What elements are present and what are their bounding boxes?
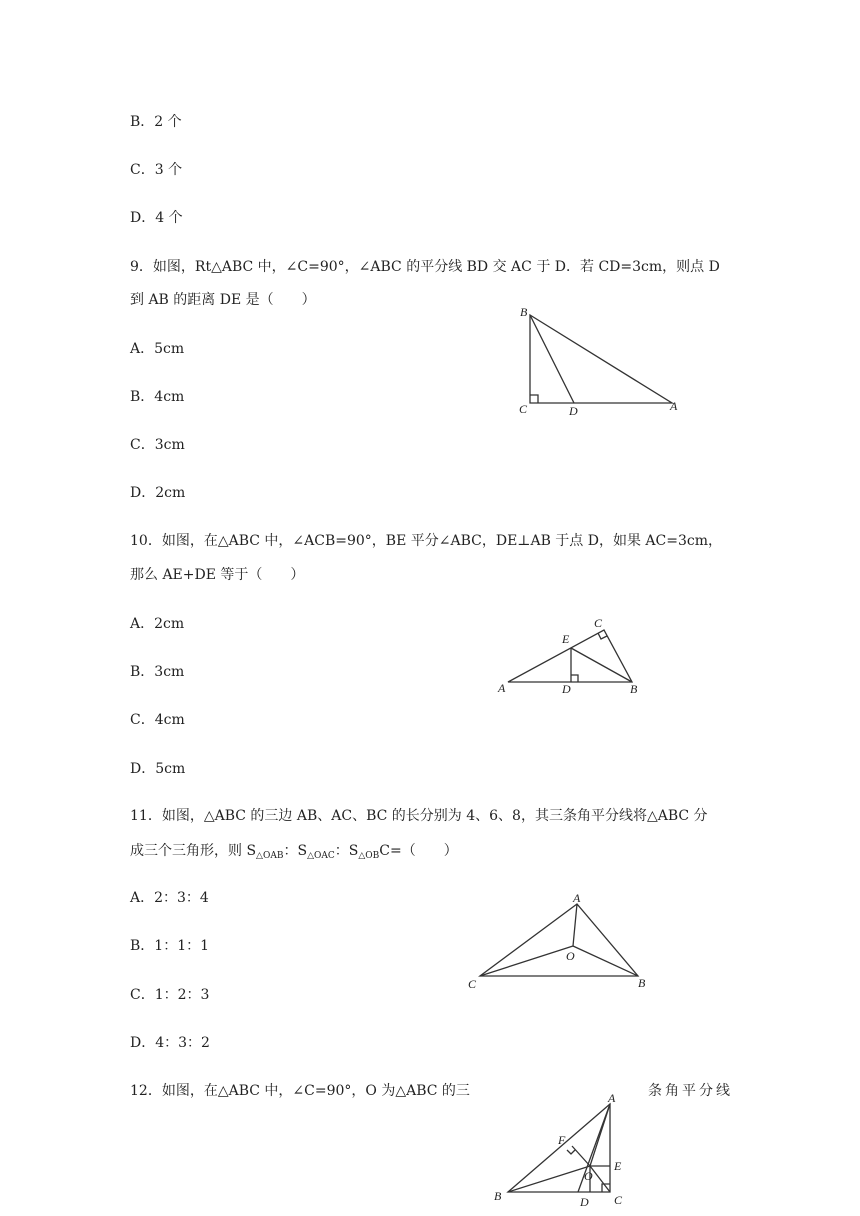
q10-figure	[490, 610, 650, 700]
q12-label-c: C	[614, 1193, 623, 1207]
q11-stem-line1: 11．如图，△ABC 的三边 AB、AC、BC 的长分别为 4、6、8，其三条角平分线将△ABC 分	[130, 808, 708, 824]
q11-option-d: D．4：3：2	[130, 1035, 210, 1051]
q11-label-a: A	[573, 891, 581, 905]
q10-option-c: C．4cm	[130, 712, 185, 728]
q10-triangle	[508, 630, 632, 682]
q10-label-c: C	[594, 616, 603, 630]
q11-stem-sep-2: ：S	[334, 843, 359, 859]
q12-right-angle-mark-f	[567, 1150, 575, 1154]
q8-option-d: D．4 个	[130, 210, 183, 226]
q11-label-o: O	[566, 949, 575, 963]
q9-option-b: B．4cm	[130, 389, 185, 405]
q9-stem-line1: 9．如图，Rt△ABC 中，∠C=90°，∠ABC 的平分线 BD 交 AC 于 D．若 CD=3cm，则点 D	[130, 259, 720, 275]
q11-option-b: B．1：1：1	[130, 938, 210, 954]
q9-figure	[510, 300, 690, 420]
q11-bisector-bo	[573, 946, 638, 976]
q12-stem-left: 12．如图，在△ABC 中，∠C=90°，O 为△ABC 的三	[130, 1083, 470, 1099]
q10-option-b: B．3cm	[130, 664, 185, 680]
q8-option-c: C．3 个	[130, 162, 183, 178]
q9-label-d: D	[569, 404, 578, 418]
q11-stem-line2	[130, 841, 458, 866]
q11-option-a: A．2：3：4	[130, 890, 209, 906]
q11-bisector-co	[480, 946, 573, 976]
q9-label-a: A	[670, 399, 678, 413]
q8-option-b: B．2 个	[130, 114, 182, 130]
q12-perp-of	[572, 1146, 590, 1166]
q10-option-a: A．2cm	[130, 616, 185, 632]
q11-subscript-oab: △OAB	[256, 851, 284, 861]
q11-stem-text-1: 成三个三角形，则 S	[130, 843, 257, 859]
q11-stem-text-2: C=（ ）	[379, 843, 458, 859]
q12-label-a: A	[608, 1091, 616, 1105]
q11-label-b: B	[638, 976, 646, 990]
q10-option-d: D．5cm	[130, 761, 186, 777]
q10-label-a: A	[498, 681, 506, 695]
q11-bisector-ao	[573, 904, 577, 946]
q9-right-angle-mark	[530, 395, 538, 403]
q12-stem-right: 条角平分线	[648, 1083, 733, 1099]
q10-stem-line1: 10．如图，在△ABC 中，∠ACB=90°，BE 平分∠ABC，DE⊥AB 于点 D，如果 AC=3cm，	[130, 533, 723, 549]
q9-option-a: A．5cm	[130, 341, 185, 357]
q11-option-c: C．1：2：3	[130, 987, 210, 1003]
q11-figure	[460, 890, 660, 1000]
q9-label-c: C	[519, 402, 528, 416]
q11-subscript-obc: △OB	[358, 851, 380, 861]
q10-stem-line2: 那么 AE+DE 等于（ ）	[130, 567, 305, 583]
q12-label-e: E	[614, 1159, 622, 1173]
q9-option-c: C．3cm	[130, 437, 185, 453]
q9-label-b: B	[520, 305, 528, 319]
q12-figure	[488, 1088, 638, 1216]
q9-option-d: D．2cm	[130, 485, 186, 501]
q11-subscript-oac: △OAC	[307, 851, 335, 861]
q9-stem-line2: 到 AB 的距离 DE 是（ ）	[130, 292, 316, 308]
q12-label-b: B	[494, 1189, 502, 1203]
q10-right-angle-mark-d	[571, 675, 578, 682]
q12-label-f: F	[558, 1133, 566, 1147]
q12-bisector-co	[590, 1166, 610, 1192]
q12-label-d: D	[580, 1195, 589, 1209]
q10-label-b: B	[630, 682, 638, 696]
q12-triangle	[508, 1104, 610, 1192]
q12-bisector-bo	[508, 1166, 590, 1192]
q10-label-d: D	[562, 682, 571, 696]
q11-label-c: C	[468, 977, 477, 991]
q12-label-o: O	[584, 1169, 593, 1183]
q11-stem-sep-1: ：S	[283, 843, 308, 859]
q10-label-e: E	[562, 632, 570, 646]
